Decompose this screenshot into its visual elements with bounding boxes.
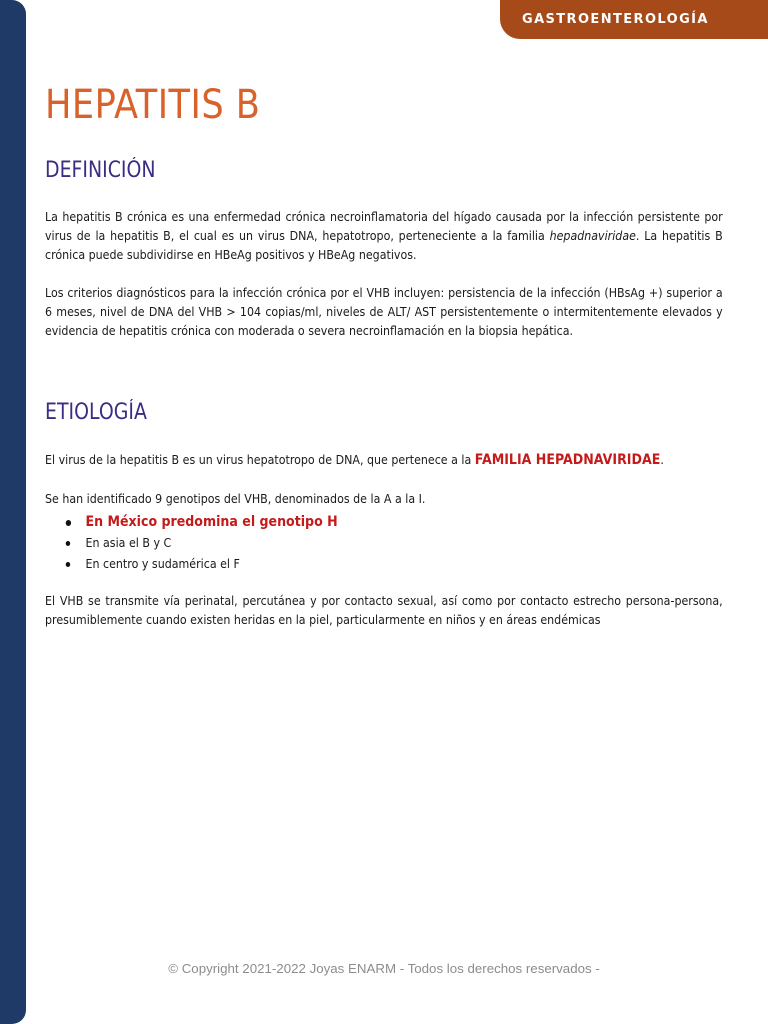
vertical-letter: R: [7, 590, 15, 602]
etiologia-paragraph-2: Se han identificado 9 genotipos del VHB, denominados de la A a la I.: [45, 492, 426, 506]
definicion-p1-italic: hepadnaviridae: [549, 229, 636, 243]
definicion-p1-text: La hepatitis B crónica es una enfermedad crónica necroinflamatoria del hígado causada por la infección persistente por virus de la hepatitis B, el cual es un virus DNA, hepatotropo, perteneciente a la familia: [45, 210, 723, 243]
list-item-text: En centro y sudamérica el F: [85, 557, 240, 571]
section-tab-label: GASTROENTEROLOGÍA: [522, 12, 709, 27]
page-title: HEPATITIS B: [45, 82, 261, 128]
definicion-p1-text-end: . La hepatitis B crónica puede subdividirse en HBeAg positivos y HBeAg negativos.: [45, 229, 723, 262]
heading-definicion: DEFINICIÓN: [45, 158, 156, 183]
vertical-letter: M: [6, 606, 16, 618]
vertical-letter: Y: [7, 420, 15, 432]
familia-highlight: FAMILIA HEPADNAVIRIDAE: [474, 452, 661, 468]
section-tab: [500, 0, 768, 39]
vertical-letter: A: [7, 435, 15, 447]
etiologia-paragraph-3: El VHB se transmite vía perinatal, percutánea y por contacto sexual, así como por contacto estrecho persona-persona, presumiblemente cuando existen heridas en la piel, particularmente en niños y en áreas endémicas: [45, 594, 723, 627]
list-item-text: En México predomina el genotipo H: [85, 514, 338, 530]
copyright-footer: © Copyright 2021-2022 Joyas ENARM - Todos los derechos reservados -: [168, 961, 600, 976]
heading-etiologia: ETIOLOGÍA: [45, 400, 147, 425]
vertical-letter: J: [9, 390, 13, 401]
vertical-letter: O: [7, 405, 15, 417]
definicion-paragraph-1: [45, 208, 723, 265]
list-item: [45, 533, 338, 554]
definicion-paragraph-2: Los criterios diagnósticos para la infección crónica por el VHB incluyen: persistencia de la infección (HBsAg +) superior a 6 meses, nivel de DNA del VHB > 104 copias/ml, niveles de ALT/ AST persistentemente o intermitentemente elevados y evidencia de hepatitis crónica con moderada o severa necroinflamación en la biopsia hepática.: [45, 286, 723, 338]
etiologia-p1-text: El virus de la hepatitis B es un virus hepatotropo de DNA, que pertenece a la: [45, 453, 475, 467]
list-item: [45, 512, 338, 533]
bullet-icon: [66, 562, 71, 567]
vertical-text-enarm: [0, 543, 22, 619]
vertical-letter: E: [7, 545, 15, 556]
sidebar-band: [0, 0, 26, 1024]
vertical-text-joyas: [0, 388, 22, 464]
bullet-icon: [66, 520, 71, 526]
list-item-text: En asia el B y C: [85, 536, 172, 550]
genotype-list: [45, 512, 338, 575]
list-item: [45, 554, 338, 575]
vertical-letter: S: [7, 451, 15, 463]
etiologia-paragraph-1: [45, 451, 664, 470]
etiologia-p1-text-end: .: [660, 453, 664, 467]
bullet-icon: [66, 541, 71, 546]
vertical-letter: A: [7, 575, 15, 587]
vertical-letter: N: [7, 560, 15, 572]
